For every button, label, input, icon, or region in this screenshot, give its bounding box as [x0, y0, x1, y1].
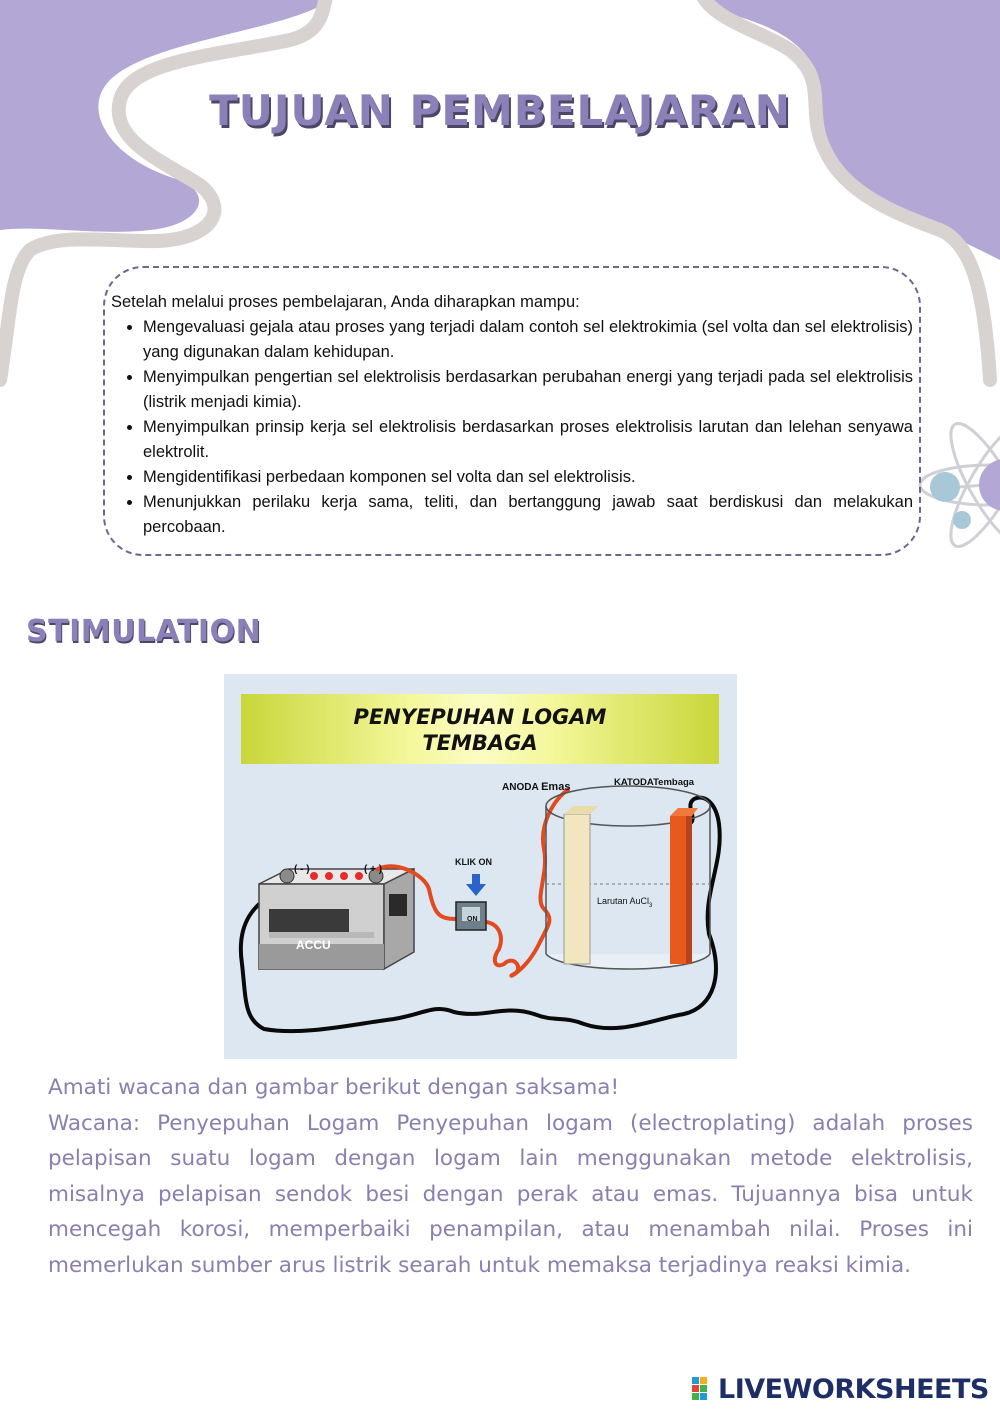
- katoda-metal: Tembaga: [653, 777, 695, 788]
- klik-on-label: KLIK ON: [455, 857, 492, 867]
- solution-subscript: 3: [649, 902, 653, 909]
- objective-item: • Menyimpulkan prinsip kerja sel elektrolisis berdasarkan proses elektrolisis larutan dan lelehan senyawa elektrolit.: [143, 415, 913, 465]
- wacana-paragraph: Wacana: Penyepuhan Logam Penyepuhan logam (electroplating) adalah proses pelapisan suatu logam dengan logam lain menggunakan metode elektrolisis, misalnya pelapisan sendok besi dengan perak atau emas. Tujuannya bisa untuk mencegah korosi, memperbaiki penampilan, atau menambah nilai. Proses ini memerlukan sumber arus listrik searah untuk memaksa terjadinya reaksi kimia.: [48, 1110, 973, 1278]
- solution-text: Larutan AuCl: [597, 896, 650, 906]
- objectives-list: [111, 315, 913, 540]
- liveworksheets-icon: [692, 1377, 716, 1401]
- page-title: TUJUAN PEMBELAJARAN: [209, 86, 791, 135]
- liveworksheets-wordmark: LIVEWORKSHEETS: [718, 1373, 989, 1405]
- instruction-text: Amati wacana dan gambar berikut dengan saksama!: [48, 1075, 620, 1100]
- solution-label: [597, 896, 652, 909]
- switch-on-label: ON: [467, 916, 478, 923]
- katoda-label: [614, 777, 694, 788]
- stimulation-heading: STIMULATION: [26, 614, 262, 649]
- anoda-text: ANODA: [502, 782, 539, 793]
- liveworksheets-logo: [692, 1374, 989, 1404]
- wacana-text-block: [48, 1070, 973, 1283]
- battery-accu: [259, 869, 414, 969]
- plus-terminal-label: ( + ): [364, 864, 383, 875]
- objectives-intro: Setelah melalui proses pembelajaran, Anda diharapkan mampu:: [111, 293, 580, 311]
- anode-electrode: [564, 806, 599, 964]
- learning-objectives-box: [103, 266, 921, 556]
- anoda-metal: Emas: [541, 781, 571, 793]
- figure-title-line1: PENYEPUHAN LOGAM: [353, 705, 607, 729]
- objective-item: • Mengidentifikasi perbedaan komponen sel volta dan sel elektrolisis.: [143, 465, 913, 490]
- figure-title-line2: TEMBAGA: [422, 731, 538, 755]
- objective-item: • Mengevaluasi gejala atau proses yang terjadi dalam contoh sel elektrokimia (sel volta dan sel elektrolisis) yang digunakan dalam kehidupan.: [143, 315, 913, 365]
- katoda-text: KATODA: [614, 777, 654, 788]
- objective-item: • Menunjukkan perilaku kerja sama, teliti, dan bertanggung jawab saat berdiskusi dan melakukan percobaan.: [143, 490, 913, 540]
- objective-item: • Menyimpulkan pengertian sel elektrolisis berdasarkan perubahan energi yang terjadi pada sel elektrolisis (listrik menjadi kimia).: [143, 365, 913, 415]
- electroplating-illustration: [224, 674, 737, 1059]
- cathode-electrode: [670, 808, 698, 964]
- anoda-label: [502, 781, 570, 793]
- atom-icon: [920, 414, 1000, 555]
- accu-label: ACCU: [296, 938, 331, 952]
- minus-terminal-label: ( - ): [294, 864, 310, 875]
